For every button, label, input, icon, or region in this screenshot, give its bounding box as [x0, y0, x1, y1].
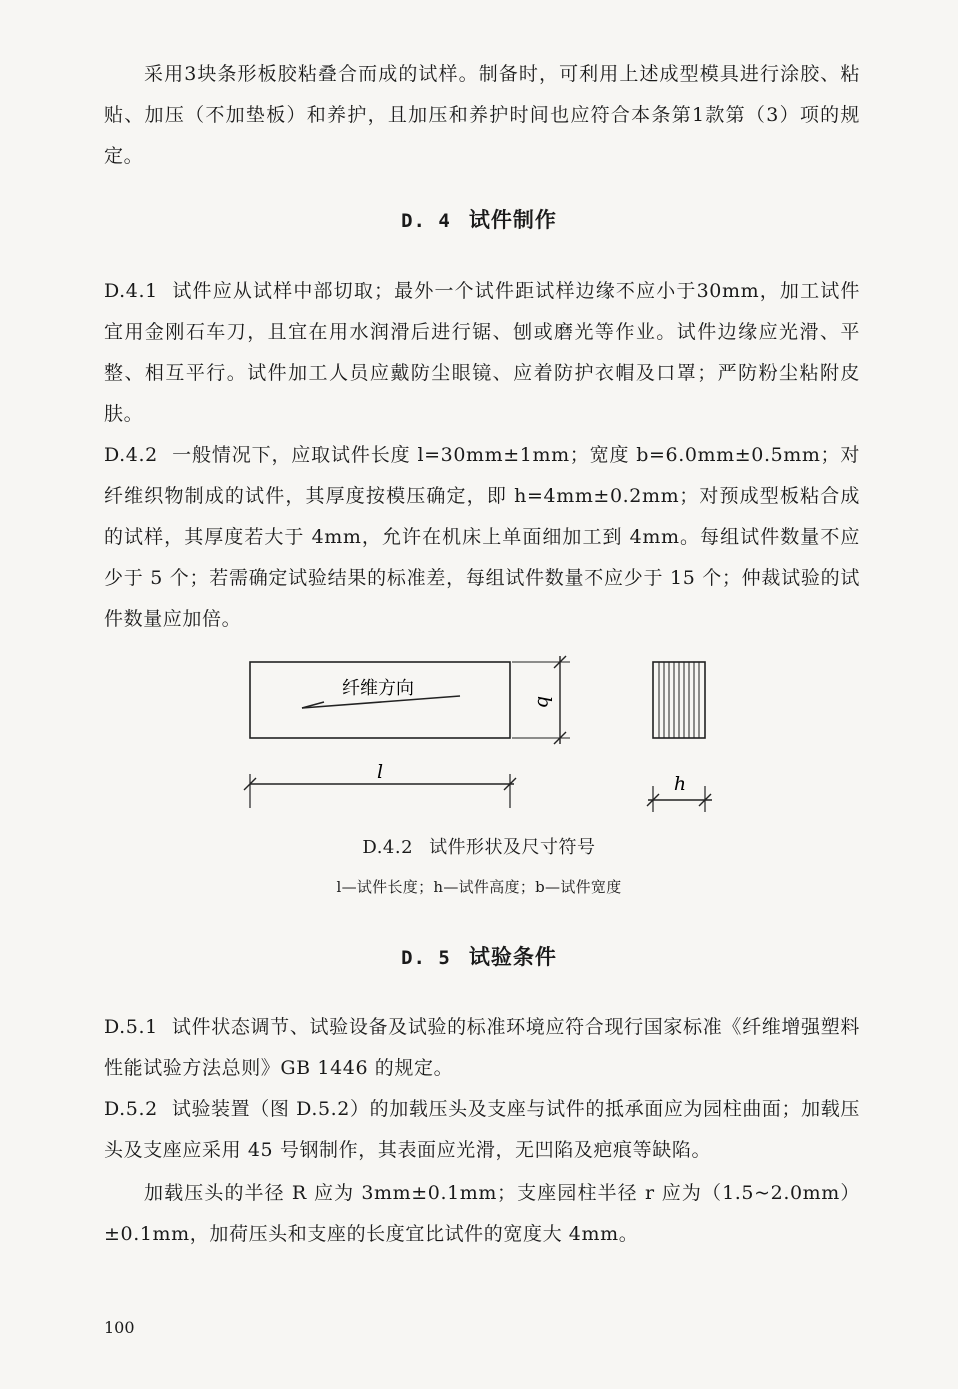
section-number: D. 5 [401, 947, 451, 969]
specimen-length-view [250, 662, 510, 738]
section-number: D. 4 [401, 210, 451, 232]
clause-number: D.4.1 [104, 280, 158, 302]
clause-text: 试件应从试样中部切取；最外一个试件距试样边缘不应小于30mm，加工试件宜用金刚石车刀，且宜在用水润滑后进行锯、刨或磨光等作业。试件边缘应光滑、平整、相互平行。试件加工人员应戴防尘眼镜、应着防护衣帽及口罩；严防粉尘粘附皮肤。 [104, 280, 860, 425]
section-title: 试件制作 [468, 208, 557, 232]
clause-d51 [104, 1007, 860, 1089]
figure-title: 试件形状及尺寸符号 [429, 837, 596, 858]
thickness-label: h [673, 773, 687, 795]
clause-number: D.4.2 [104, 444, 158, 466]
specimen-cross-section [653, 662, 705, 738]
clause-text: 一般情况下，应取试件长度 l=30mm±1mm；宽度 b=6.0mm±0.5mm；对纤维织物制成的试件，其厚度按模压确定，即 h=4mm±0.2mm；对预成型板粘合成的试样，其厚度若大于 4mm，允许在机床上单面细加工到 4mm。每组试件数量不应少于 5 个；若需确定试验结果的标准差，每组试件数量不应少于 15 个；仲裁试验的试件数量应加倍。 [104, 444, 860, 630]
width-label: b [533, 695, 555, 709]
figure-caption [0, 833, 958, 859]
section-heading-d5 [0, 941, 958, 971]
clause-number: D.5.1 [104, 1016, 158, 1038]
intro-paragraph: 采用3块条形板胶粘叠合而成的试样。制备时，可利用上述成型模具进行涂胶、粘贴、加压（不加垫板）和养护，且加压和养护时间也应符合本条第1款第（3）项的规定。 [104, 63, 860, 167]
length-dimension [244, 761, 516, 808]
section-heading-d4 [0, 204, 958, 234]
length-label: l [376, 761, 384, 783]
clause-d41 [104, 271, 860, 435]
figure-number: D.4.2 [362, 837, 414, 858]
clause-text: 试验装置（图 D.5.2）的加载压头及支座与试件的抵承面应为园柱曲面；加载压头及支座应采用 45 号钢制作，其表面应光滑，无凹陷及疤痕等缺陷。 [104, 1098, 860, 1161]
specimen-figure [230, 650, 730, 820]
clause-text: 试件状态调节、试验设备及试验的标准环境应符合现行国家标准《纤维增强塑料性能试验方法总则》GB 1446 的规定。 [104, 1016, 860, 1079]
figure-legend: l—试件长度；h—试件高度；b—试件宽度 [336, 878, 622, 896]
width-dimension [512, 656, 570, 744]
fiber-direction-label: 纤维方向 [342, 678, 414, 699]
clause-d52 [104, 1089, 860, 1171]
clause-d52-continuation: 加载压头的半径 R 应为 3mm±0.1mm；支座园柱半径 r 应为（1.5~2.0mm）±0.1mm，加荷压头和支座的长度宜比试件的宽度大 4mm。 [104, 1182, 860, 1245]
thickness-dimension [647, 773, 712, 812]
clause-number: D.5.2 [104, 1098, 158, 1120]
page-number: 100 [104, 1318, 135, 1337]
clause-d42 [104, 435, 860, 640]
section-title: 试验条件 [468, 945, 557, 969]
